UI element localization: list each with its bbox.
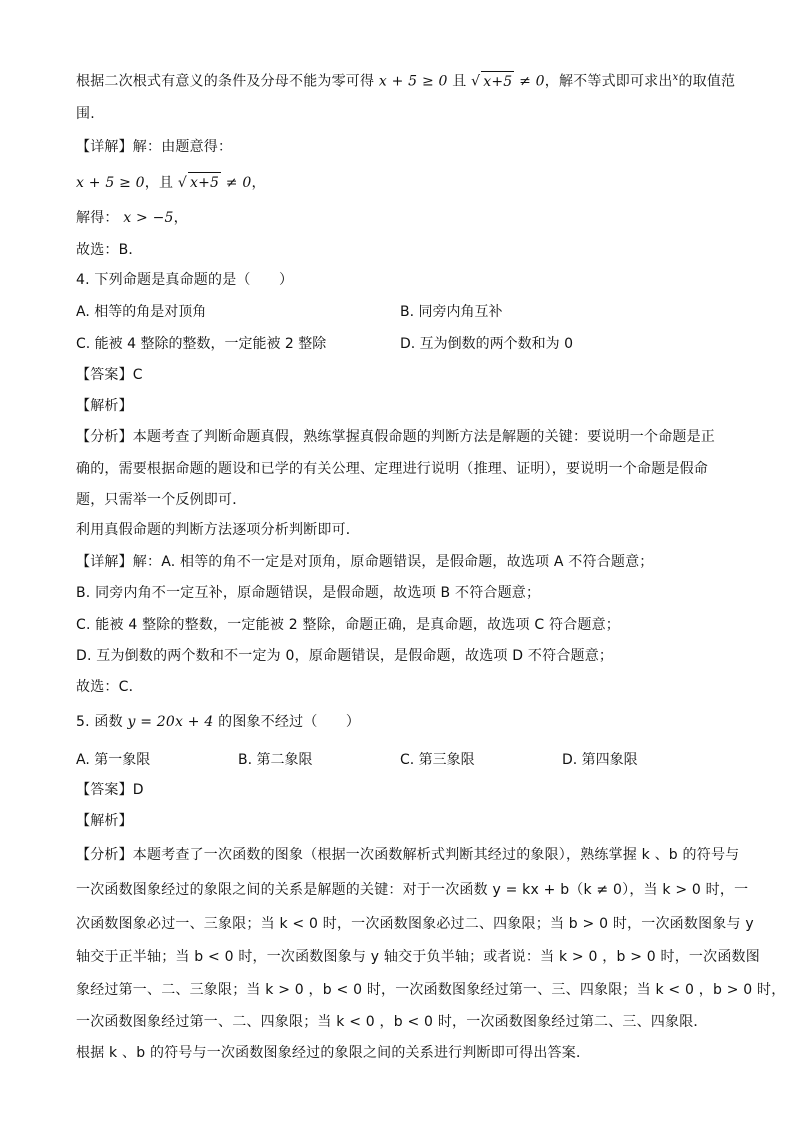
text-line: B. 同旁内角不一定互补，原命题错误，是假命题，故选项 B 不符合题意； [76, 585, 541, 601]
option-b: B. 同旁内角互补 [400, 304, 503, 320]
math-solution: x > −5 [123, 210, 174, 226]
text-line [76, 172, 726, 193]
text-line: 【详解】解：由题意得： [76, 139, 233, 155]
option-d: D. 互为倒数的两个数和为 0 [400, 336, 574, 352]
text-line: 确的，需要根据命题的题设和已学的有关公理、定理进行说明（推理、证明），要说明一个命题是假命 [76, 461, 708, 477]
text-line: 故选：C． [76, 679, 143, 695]
text-line: 【分析】本题考查了一次函数的图象（根据一次函数解析式判断其经过的象限），熟练掌握 k 、b 的符号与 [76, 847, 740, 863]
math-function: y = 20x + 4 [127, 714, 214, 730]
sqrt-symbol: √ [177, 175, 187, 191]
question-4-stem: 4. 下列命题是真命题的是（ ） [76, 272, 294, 288]
text-line: 题，只需举一个反例即可． [76, 492, 247, 508]
text-line: 利用真假命题的判断方法逐项分析判断即可． [76, 522, 360, 538]
math-radicand: x+5 [188, 172, 221, 193]
text-line: 象经过第一、二、三象限；当 k > 0 ，b < 0 时，一次函数图象经过第一、三、四象限；当 k < 0 ，b > 0 时， [76, 982, 786, 998]
text: ， [173, 210, 188, 226]
text-line [76, 208, 726, 228]
option-a: A. 第一象限 [76, 752, 151, 768]
text-line: 一次函数图象经过第一、二、四象限；当 k < 0 ，b < 0 时，一次函数图象经过第二、三、四象限． [76, 1014, 708, 1030]
text: ，且 [144, 175, 174, 191]
option-d: D. 第四象限 [562, 752, 638, 768]
option-b: B. 第二象限 [238, 752, 313, 768]
text-line [76, 68, 736, 92]
analysis-label: 【解析】 [76, 398, 133, 414]
text: 根据二次根式有意义的条件及分母不能为零可得 [76, 73, 375, 90]
math-inequality: x + 5 ≥ 0 [76, 175, 145, 191]
text: ，解不等式即可求出 [544, 73, 673, 90]
math-not-equal: ≠ 0 [225, 175, 252, 191]
text-line: D. 互为倒数的两个数和不一定为 0，原命题错误，是假命题，故选项 D 不符合题意； [76, 648, 614, 664]
text: 的图象不经过（ ） [218, 714, 361, 730]
question-5-stem [76, 712, 726, 732]
option-c: C. 能被 4 整除的整数，一定能被 2 整除 [76, 336, 327, 352]
text: ， [251, 175, 266, 191]
math-not-equal: ≠ 0 [519, 73, 545, 90]
text-line: 围. [76, 106, 95, 122]
option-c: C. 第三象限 [400, 752, 475, 768]
text-line: C. 能被 4 整除的整数，一定能被 2 整除，命题正确，是真命题，故选项 C 符合题意； [76, 617, 620, 633]
text-line: 一次函数图象经过的象限之间的关系是解题的关键：对于一次函数 y = kx + b（k ≠ 0），当 k > 0 时，一 [76, 882, 749, 898]
option-a: A. 相等的角是对顶角 [76, 304, 207, 320]
text: 解得： [76, 210, 119, 226]
text-line: 故选：B． [76, 242, 143, 258]
text: 的取值范 [678, 73, 736, 90]
answer-label: 【答案】C [76, 367, 143, 383]
text: 5. 函数 [76, 714, 123, 730]
text-line: 根据 k 、b 的符号与一次函数图象经过的象限之间的关系进行判断即可得出答案． [76, 1045, 591, 1061]
text-line: 轴交于正半轴；当 b < 0 时，一次函数图象与 y 轴交于负半轴；或者说：当 k > 0 ，b > 0 时，一次函数图 [76, 949, 760, 965]
math-radicand: x+5 [481, 71, 514, 92]
text: 且 [452, 73, 467, 90]
text-line: 【详解】解：A. 相等的角不一定是对顶角，原命题错误，是假命题，故选项 A 不符合题意； [76, 554, 654, 570]
text-line: 【分析】本题考查了判断命题真假，熟练掌握真假命题的判断方法是解题的关键：要说明一个命题是正 [76, 429, 715, 445]
answer-label: 【答案】D [76, 782, 144, 798]
analysis-label: 【解析】 [76, 813, 133, 829]
sqrt-symbol: √ [471, 73, 481, 90]
text-line: 次函数图象必过一、三象限；当 k < 0 时，一次函数图象必过二、四象限；当 b > 0 时，一次函数图象与 y [76, 916, 754, 932]
math-inequality: x + 5 ≥ 0 [378, 73, 448, 90]
math-variable: x [672, 72, 679, 83]
